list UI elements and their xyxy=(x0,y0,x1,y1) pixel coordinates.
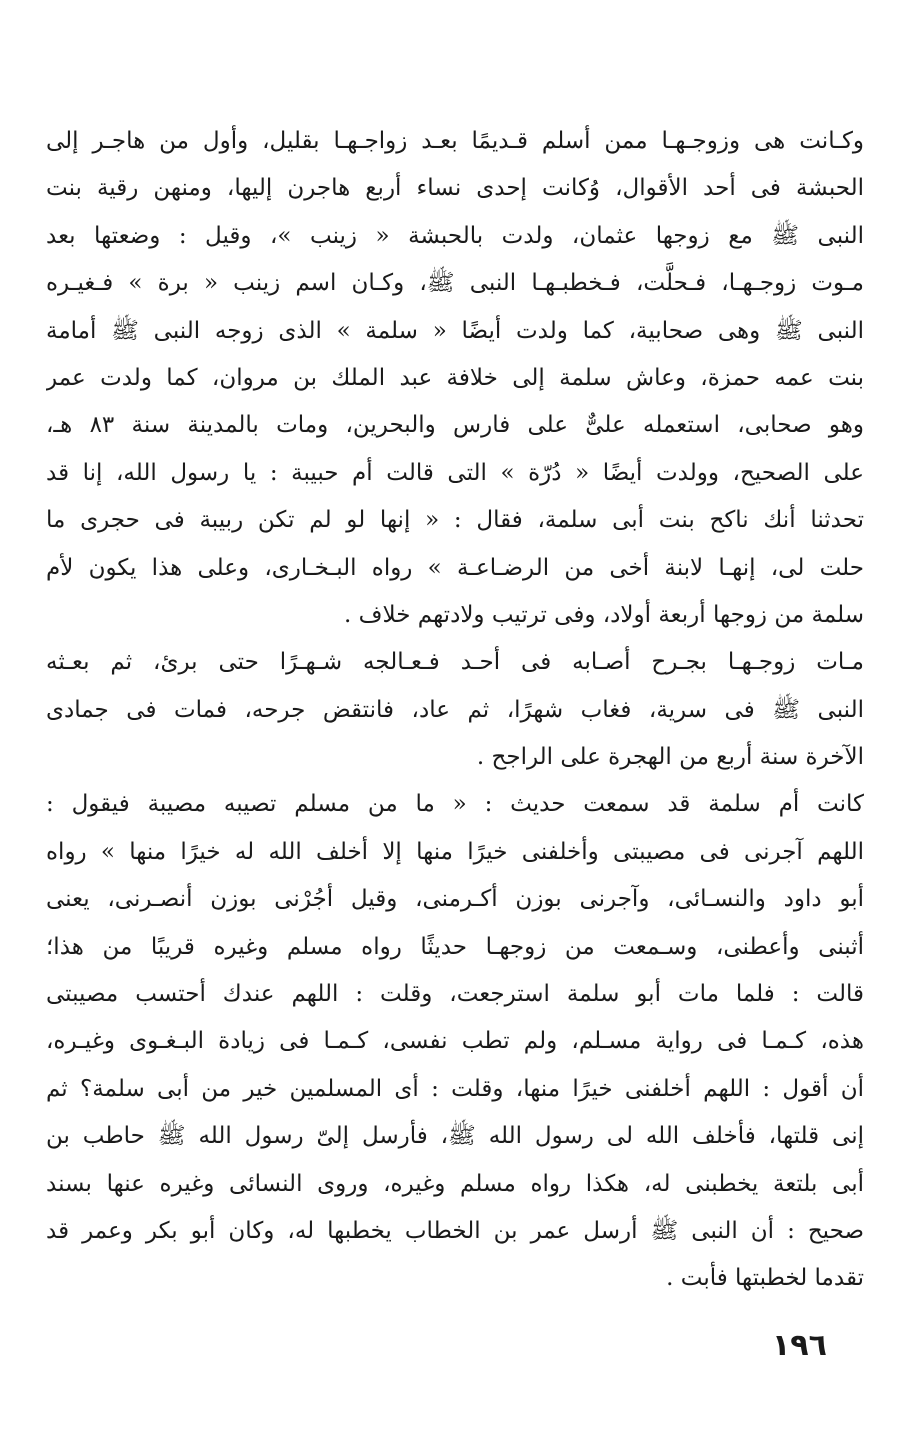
text-line: أثبنى وأعطنى، وسـمعت من زوجهـا حديثًا رواه مسلم وغيره قريبًا من هذا؛ xyxy=(46,933,864,960)
text-line: تحدثنا أنك ناكح بنت أبى سلمة، فقال : « إنها لو لم تكن ربيبة فى حجرى ما xyxy=(46,507,864,534)
text-line: وكـانت هى وزوجـهـا ممن أسلم قـديمًا بعـد زواجـهـا بقليل، وأول من هاجـر إلى xyxy=(46,128,864,154)
text-line: هذه، كـمـا فى رواية مسـلم، ولم تطب نفسى، كـمـا فى زيادة البـغـوى وغيـره، xyxy=(46,1028,864,1055)
text-line: حلت لى، إنهـا لابنة أخى من الرضـاعـة » رواه البـخـارى، وعلى هذا يكون لأم xyxy=(46,554,864,581)
paragraph-2 xyxy=(46,639,864,781)
page-number: ١٩٦ xyxy=(772,1328,827,1363)
text-line: تقدما لخطبتها فأبت . xyxy=(666,1265,864,1292)
text-line: مـات زوجـهـا بجـرح أصـابه فى أحـد فـعـالجه شـهـرًا حتى برئ، ثم بعـثه xyxy=(46,649,864,676)
text-line: الحبشة فى أحد الأقوال، وُكانت إحدى نساء أربع هاجرن إليها، ومنهن رقية بنت xyxy=(46,175,864,202)
text-line: الآخرة سنة أربع من الهجرة على الراجح . xyxy=(476,744,864,771)
text-line: اللهم آجرنى فى مصيبتى وأخلفنى خيرًا منها إلا أخلف الله له خيرًا منها » رواه xyxy=(46,838,864,865)
text-line: النبى ﷺ فى سرية، فغاب شهرًا، ثم عاد، فانتقض جرحه، فمات فى جمادى xyxy=(46,696,864,723)
text-line: على الصحيح، وولدت أيضًا « دُرّة » التى قالت أم حبيبة : يا رسول الله، إنا قد xyxy=(46,459,864,486)
text-line: كانت أم سلمة قد سمعت حديث : « ما من مسلم تصيبه مصيبة فيقول : xyxy=(46,791,864,818)
text-line: بنت عمه حمزة، وعاش سلمة إلى خلافة عبد الملك بن مروان، كما ولدت عمر xyxy=(46,364,864,391)
text-line: صحيح : أن النبى ﷺ أرسل عمر بن الخطاب يخطبها له، وكان أبو بكر وعمر قد xyxy=(46,1217,864,1244)
text-line: وهو صحابى، استعمله علىٌّ على فارس والبحرين، ومات بالمدينة سنة ٨٣ هـ، xyxy=(46,412,864,439)
text-line: أبى بلتعة يخطبنى له، هكذا رواه مسلم وغيره، وروى النسائى وغيره عنها بسند xyxy=(46,1170,864,1197)
text-line: سلمة من زوجها أربعة أولاد، وفى ترتيب ولادتهم خلاف . xyxy=(344,601,864,628)
text-line: أبو داود والنسـائى، وآجرنى بوزن أكـرمنى، وقيل أجُرْنى بوزن أنصـرنى، يعنى xyxy=(46,886,864,913)
paragraph-1 xyxy=(46,118,864,639)
text-line: النبى ﷺ مع زوجها عثمان، ولدت بالحبشة « زينب »، وقيل : وضعتها بعد xyxy=(46,222,864,249)
text-line: مـوت زوجـهـا، فـحلَّت، فـخطبـهـا النبى ﷺ، وكـان اسم زينب « برة » فـغيـره xyxy=(46,270,864,297)
text-line: إنى قلتها، فأخلف الله لى رسول الله ﷺ، فأرسل إلىّ رسول الله ﷺ حاطب بن xyxy=(46,1123,864,1150)
text-body xyxy=(46,118,864,1303)
text-line: النبى ﷺ وهى صحابية، كما ولدت أيضًا « سلمة » الذى زوجه النبى ﷺ أمامة xyxy=(46,317,864,344)
text-line: أن أقول : اللهم أخلفنى خيرًا منها، وقلت : أى المسلمين خير من أبى سلمة؟ ثم xyxy=(46,1075,864,1102)
paragraph-3 xyxy=(46,781,864,1302)
text-line: قالت : فلما مات أبو سلمة استرجعت، وقلت : اللهم عندك أحتسب مصيبتى xyxy=(46,981,864,1008)
